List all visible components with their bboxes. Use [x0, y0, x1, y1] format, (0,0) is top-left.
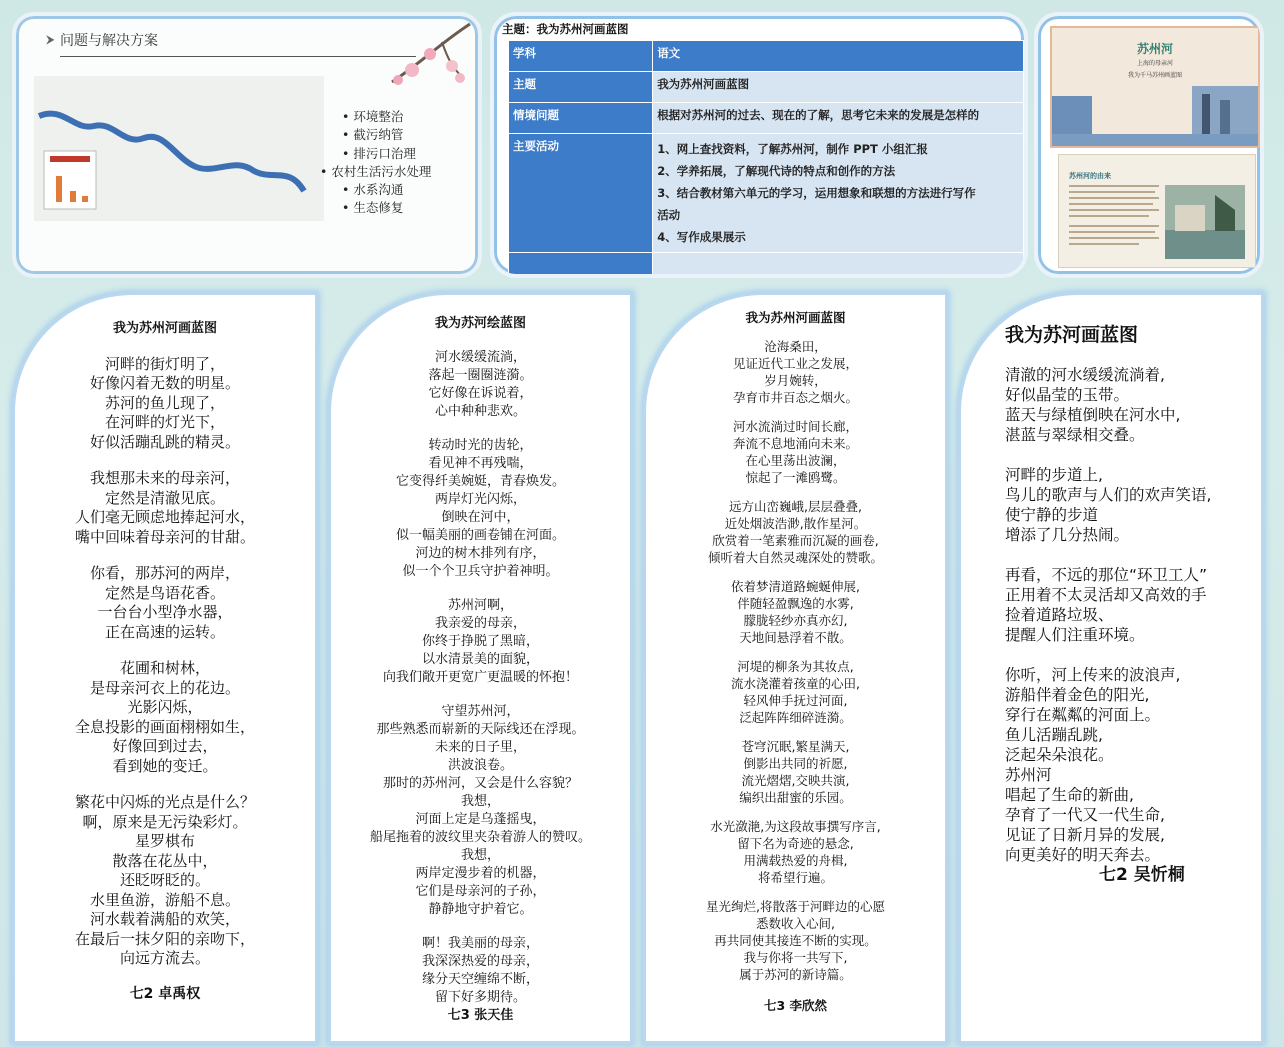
poem-line: 正用着不太灵活却又高效的手 — [1005, 586, 1207, 604]
poem-line: 苏州河啊， — [447, 598, 513, 613]
poem-line: 星罗棋布 — [134, 832, 195, 850]
poem-line: 用满载热爱的舟楫, — [743, 853, 848, 868]
poem-line: 再看，不远的那位“环卫工人” — [1005, 566, 1208, 584]
poem-line: 将希望行遍。 — [757, 870, 833, 885]
poem-line: 依着梦清道路蜿蜒伸展, — [731, 579, 860, 594]
poem-line: 向远方流去。 — [119, 949, 210, 967]
poem-line: 泛起阵阵细碎涟漪。 — [739, 710, 852, 725]
poem-line: 星光绚烂,将散落于河畔边的心愿 — [706, 899, 885, 914]
poem-title: 我为苏河画蓝图 — [1005, 324, 1139, 346]
poem-line: 奔流不息地涌向未来。 — [732, 436, 858, 451]
stanza — [646, 818, 945, 886]
poem-line: 花圃和树林， — [119, 659, 210, 677]
poem-line: 向更美好的明天奔去。 — [1005, 846, 1161, 864]
poem-line: 船尾拖着的波纹里夹杂着游人的赞叹。 — [369, 830, 591, 845]
stanza — [15, 564, 315, 642]
table-row — [509, 253, 1024, 279]
poem-line: 欣赏着一笔素雅而沉凝的画卷, — [712, 533, 879, 548]
poem-line: 河水流淌过时间长廊， — [732, 419, 858, 434]
poem-line: 我与你将一共写下, — [743, 950, 848, 965]
table-row — [509, 72, 1024, 103]
poem-body — [15, 355, 315, 969]
row-label: 主要活动 — [509, 134, 653, 253]
poem-line: 河面上定是乌蓬摇曳， — [415, 812, 546, 827]
cover-subtitle: 上海的母亲河 — [1136, 60, 1173, 67]
cover-subtitle: 我为千马苏州画蓝图 — [1127, 72, 1182, 79]
stanza — [331, 597, 630, 687]
table-row — [509, 41, 1024, 72]
poem-card-4 — [958, 292, 1264, 1044]
poem-line: 穿行在粼粼的河面上。 — [1005, 706, 1161, 724]
poem-line: 水里鱼游，游船不息。 — [89, 890, 240, 909]
row-value — [653, 253, 1024, 279]
poem-line: 苍穹沉眠,繁星满天, — [741, 739, 850, 754]
poem-line: 在最后一抹夕阳的亲吻下， — [74, 929, 255, 948]
poem-line: 我亲爱的母亲， — [434, 616, 526, 631]
poem-line: 似一个个卫兵守护着神明。 — [402, 564, 559, 579]
poem-line: 那时的苏州河，又会是什么容貌？ — [382, 776, 578, 791]
poem-line: 鱼儿活蹦乱跳, — [1005, 726, 1103, 744]
poem-line: 缘分天空缠绵不断， — [421, 972, 539, 987]
stanza — [646, 898, 945, 983]
poem-line: 繁花中闪烁的光点是什么？ — [74, 793, 255, 811]
suzhou-river-map — [34, 76, 324, 221]
poem-line: 我想， — [460, 794, 500, 809]
poem-line: 蓝天与绿植倒映在河水中, — [1005, 406, 1181, 424]
row-label: 学科 — [509, 41, 653, 72]
poem-line: 倒影出共同的祈愿, — [743, 756, 848, 771]
table-caption: 主题：我为苏州河画蓝图 — [502, 22, 629, 36]
poem-line: 编织出甜蜜的乐园。 — [739, 790, 852, 805]
solution-list — [331, 108, 432, 218]
poem-author: 七2 卓禹权 — [129, 985, 201, 1002]
list-item: • 环境整治 — [342, 108, 431, 126]
poem-line: 看到她的变迁。 — [112, 756, 218, 775]
poem-line: 鸟儿的歌声与人们的欢声笑语, — [1005, 486, 1212, 504]
poem-line: 河堤的柳条为其妆点, — [737, 659, 854, 674]
poem-line: 水光潋滟,为这段故事撰写序言, — [710, 819, 881, 834]
poem-line: 唱起了生命的新曲, — [1005, 786, 1134, 804]
poem-line: 那些熟悉而崭新的天际线还在浮现。 — [376, 722, 585, 737]
poem-line: 我想那未来的母亲河， — [89, 469, 240, 487]
stanza — [15, 469, 315, 547]
divider — [60, 56, 416, 57]
poem-line: 转动时光的齿轮， — [428, 438, 533, 453]
stanza — [1005, 365, 1261, 445]
poem-line: 再共同使其接连不断的实现。 — [714, 933, 877, 948]
poem-line: 守望苏州河， — [441, 704, 520, 719]
poem-line: 一台台小型净水器， — [97, 603, 233, 621]
poem-body — [1005, 365, 1261, 865]
poem-line: 见证了日新月异的发展, — [1005, 826, 1165, 844]
poem-line: 苏河的鱼儿现了， — [104, 393, 225, 412]
poem-line: 还眨呀眨的。 — [119, 871, 210, 889]
row-value: 根据对苏州河的过去、现在的了解，思考它未来的发展是怎样的 — [653, 103, 1024, 134]
poem-title: 我为苏州河画蓝图 — [745, 310, 846, 325]
activity-item: 2、学养拓展，了解现代诗的特点和创作的方法 — [657, 164, 896, 178]
poem-line: 看见神不再残喘， — [428, 456, 533, 471]
stanza — [1005, 465, 1261, 545]
poem-line: 是母亲河衣上的花边。 — [89, 678, 240, 697]
row-label: 主题 — [509, 72, 653, 103]
poem-line: 近处烟波浩渺,散作星河。 — [724, 516, 867, 531]
poem-line: 我想， — [460, 848, 500, 863]
stanza — [1005, 665, 1261, 865]
cover-thumbnail — [1050, 26, 1260, 148]
poem-line: 光影闪烁， — [127, 698, 203, 716]
list-item: • 截污纳管 — [342, 126, 431, 144]
stanza — [646, 578, 945, 646]
activity-item: 活动 — [657, 208, 681, 222]
stanza — [646, 418, 945, 486]
origin-thumbnail — [1058, 154, 1256, 268]
poem-line: 啊！我美丽的母亲， — [421, 936, 539, 951]
poem-line: 你终于挣脱了黑暗， — [421, 634, 539, 649]
poem-line: 悉数收入心间, — [756, 916, 835, 931]
stanza — [15, 659, 315, 776]
poem-line: 湛蓝与翠绿相交叠。 — [1005, 426, 1145, 444]
poem-line: 岁月婉转， — [764, 373, 827, 388]
poem-line: 全息投影的画面栩栩如生， — [74, 717, 255, 736]
poem-line: 倾听着大自然灵魂深处的赞歌。 — [707, 550, 883, 565]
origin-title: 苏州河的由来 — [1069, 172, 1111, 180]
poem-line: 轻风伸手抚过河面, — [743, 693, 848, 708]
poem-line: 好像回到过去， — [112, 737, 218, 755]
poem-line: 河水缓缓流淌， — [434, 350, 526, 365]
stanza — [331, 437, 630, 581]
row-label: 情境问题 — [509, 103, 653, 134]
poem-line: 正在高速的运转。 — [104, 622, 225, 641]
poem-body — [331, 349, 630, 1007]
poem-line: 啊，原来是无污染彩灯。 — [82, 812, 248, 831]
poem-line: 心中种种悲欢。 — [434, 404, 526, 419]
poem-line: 你看，那苏河的两岸， — [89, 564, 240, 582]
poem-card-3 — [643, 292, 948, 1044]
activity-item: 1、网上查找资料，了解苏州河，制作 PPT 小组汇报 — [657, 142, 928, 156]
table-row — [509, 134, 1024, 253]
poem-line: 留下好多期待。 — [434, 990, 526, 1005]
poem-line: 嘴中回味着母亲河的甘甜。 — [74, 527, 255, 546]
poem-line: 它好像在诉说着， — [428, 386, 533, 401]
poem-line: 天地间悬浮着不散。 — [739, 630, 852, 645]
stanza — [331, 349, 630, 421]
poem-line: 孕育了一代又一代生命, — [1005, 806, 1165, 824]
slide-title: 问题与解决方案 — [60, 33, 158, 49]
poem-line: 捡着道路垃圾、 — [1005, 606, 1114, 624]
poem-line: 你听，河上传来的波浪声, — [1005, 666, 1181, 684]
stanza — [646, 338, 945, 406]
poem-line: 远方山峦巍峨,层层叠叠, — [729, 499, 862, 514]
stanza — [15, 355, 315, 453]
activity-item: 4、写作成果展示 — [657, 230, 746, 244]
poem-line: 定然是清澈见底。 — [104, 488, 225, 507]
poem-line: 河水载着满船的欢笑， — [89, 910, 240, 928]
stanza — [15, 793, 315, 969]
poem-line: 以水清景美的面貌， — [421, 652, 539, 667]
poem-line: 游船伴着金色的阳光, — [1005, 686, 1150, 704]
poem-line: 它变得纤美婉娗，青春焕发。 — [395, 474, 565, 489]
activity-item: 3、结合教材第六单元的学习，运用想象和联想的方法进行写作 — [657, 186, 976, 200]
poem-body — [646, 338, 945, 983]
poem-line: 沧海桑田， — [764, 339, 827, 354]
poem-line: 在心里荡出波澜， — [745, 453, 846, 468]
text-block — [1069, 185, 1159, 255]
poem-line: 留下名为奇迹的悬念, — [737, 836, 854, 851]
stanza — [646, 498, 945, 566]
poem-line: 我深深热爱的母亲， — [421, 954, 539, 969]
stanza — [331, 935, 630, 1007]
stanza — [331, 703, 630, 919]
theme-table — [508, 40, 1024, 278]
poem-line: 散落在花丛中， — [112, 851, 218, 870]
poem-line: 河畔的街灯明了， — [104, 354, 225, 373]
poem-line: 向我们敞开更宽广更温暖的怀抱！ — [382, 670, 578, 685]
stanza — [646, 658, 945, 726]
poem-line: 它们是母亲河的子孙， — [415, 884, 546, 899]
poem-line: 落起一圈圈涟漪。 — [428, 368, 533, 383]
poem-card-2 — [328, 292, 633, 1044]
cityscape-image — [1052, 86, 1258, 146]
poem-line: 泛起朵朵浪花。 — [1005, 746, 1114, 764]
river-photo — [1165, 185, 1245, 259]
poem-line: 两岸灯光闪烁， — [434, 492, 526, 507]
poem-line: 在河畔的灯光下， — [104, 413, 225, 431]
poem-author: 七3 李欣然 — [763, 998, 828, 1013]
poem-line: 似一幅美丽的画卷铺在河面。 — [395, 528, 565, 543]
poem-line: 流光熠熠,交映共演, — [741, 773, 850, 788]
poem-author: 七3 张天佳 — [447, 1008, 514, 1023]
poem-title: 我为苏州河画蓝图 — [112, 321, 217, 336]
poem-line: 属于苏河的新诗篇。 — [739, 967, 852, 982]
chevron-icon: ⮞ — [46, 32, 55, 46]
poem-line: 朦胧轻纱亦真亦幻, — [743, 613, 848, 628]
poem-line: 清澈的河水缓缓流淌着, — [1005, 366, 1165, 384]
poem-line: 洪波浪卷。 — [447, 758, 513, 773]
poem-line: 提醒人们注重环境。 — [1005, 626, 1145, 644]
table-row — [509, 103, 1024, 134]
poem-line: 倒映在河中， — [441, 510, 520, 525]
poem-line: 河畔的步道上, — [1005, 466, 1103, 484]
poem-line: 定然是鸟语花香。 — [104, 583, 225, 602]
poem-line: 伴随轻盈飘逸的水雾, — [737, 596, 854, 611]
poem-title: 我为苏河绘蓝图 — [434, 316, 526, 331]
poem-line: 未来的日子里， — [434, 740, 526, 755]
poem-line: 人们毫无顾虑地捧起河水， — [74, 508, 255, 526]
poem-line: 孕育市井百态之烟火。 — [732, 390, 858, 405]
poem-line: 好似晶莹的玉带。 — [1005, 386, 1130, 404]
poem-author: 七2 吴忻桐 — [1099, 865, 1185, 885]
list-item: • 生态修复 — [342, 199, 431, 217]
poem-line: 增添了几分热闹。 — [1005, 526, 1130, 544]
list-item: • 水系沟通 — [342, 181, 431, 199]
poem-card-1 — [12, 292, 318, 1044]
poem-line: 见证近代工业之发展， — [732, 356, 858, 371]
poem-line: 好似活蹦乱跳的精灵。 — [89, 432, 240, 451]
slide-thumbnails — [1034, 12, 1264, 278]
poem-line: 惊起了一滩鸥鹭。 — [745, 470, 846, 485]
row-value: 我为苏州河画蓝图 — [653, 72, 1024, 103]
poem-line: 流水浇灌着孩童的心田, — [731, 676, 860, 691]
list-item: • 排污口治理 — [342, 145, 431, 163]
slide-problems-solutions — [12, 12, 482, 278]
poem-line: 使宁静的步道 — [1005, 506, 1099, 524]
row-value — [653, 134, 1024, 253]
cover-title: 苏州河 — [1136, 42, 1173, 56]
poem-line: 苏州河 — [1005, 766, 1052, 784]
list-item: • 农村生活污水处理 — [320, 163, 431, 181]
row-value: 语文 — [653, 41, 1024, 72]
row-label — [509, 253, 653, 279]
slide-theme-table — [490, 12, 1028, 278]
poem-line: 好像闪着无数的明星。 — [89, 374, 240, 392]
poem-line: 两岸定漫步着的机器， — [415, 866, 546, 881]
poem-line: 河边的树木排列有序， — [415, 546, 546, 561]
plum-blossom-icon — [382, 22, 472, 112]
stanza — [1005, 565, 1261, 645]
stanza — [646, 738, 945, 806]
poem-line: 静静地守护着它。 — [428, 902, 533, 917]
